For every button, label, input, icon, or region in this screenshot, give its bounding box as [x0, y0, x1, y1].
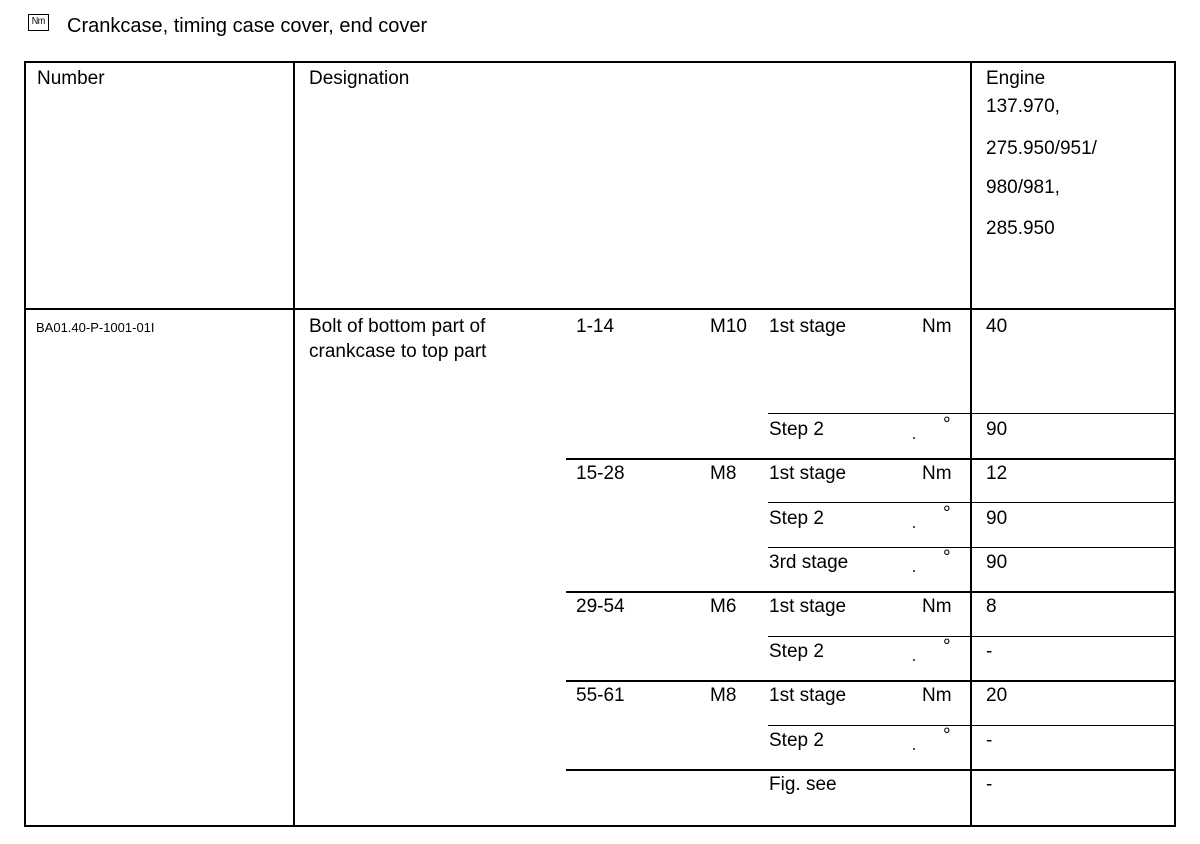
stage-label: 1st stage — [769, 316, 847, 337]
engine-model-line: 285.950 — [986, 218, 1055, 239]
stage-label: Step 2 — [769, 419, 824, 440]
torque-value: 90 — [986, 508, 1008, 529]
column-header-designation: Designation — [309, 68, 410, 89]
stage-label: 1st stage — [769, 463, 847, 484]
torque-table — [24, 61, 1176, 827]
group-divider — [566, 769, 1176, 771]
designation-line: crankcase to top part — [309, 341, 487, 362]
unit-label: Nm — [922, 596, 952, 617]
stage-label: Step 2 — [769, 508, 824, 529]
torque-value: - — [986, 730, 993, 751]
engine-model-line: 137.970, — [986, 96, 1060, 117]
stage-label: 1st stage — [769, 596, 847, 617]
divider-number-designation — [293, 61, 295, 827]
torque-value: - — [986, 641, 993, 662]
torque-value: 12 — [986, 463, 1008, 484]
header-row-divider — [24, 308, 1176, 310]
step-divider — [768, 413, 1176, 414]
dot-mark — [913, 659, 915, 661]
engine-model-line: 980/981, — [986, 177, 1060, 198]
torque-value: 20 — [986, 685, 1008, 706]
page-title: Crankcase, timing case cover, end cover — [67, 15, 428, 37]
thread-size: M8 — [710, 685, 737, 706]
group-divider — [566, 458, 1176, 460]
unit-label: ° — [943, 725, 951, 746]
dot-mark — [913, 570, 915, 572]
thread-size: M6 — [710, 596, 737, 617]
engine-model-line: 275.950/951/ — [986, 138, 1097, 159]
stage-label: Step 2 — [769, 641, 824, 662]
unit-label: ° — [943, 636, 951, 657]
group-divider — [566, 591, 1176, 593]
unit-label: Nm — [922, 685, 952, 706]
unit-label: ° — [943, 503, 951, 524]
stage-label: Step 2 — [769, 730, 824, 751]
bolt-range: 55-61 — [576, 685, 625, 706]
torque-value: 90 — [986, 419, 1008, 440]
torque-nm-icon: Nm — [28, 14, 49, 31]
divider-designation-engine — [970, 61, 972, 827]
document-number: BA01.40-P-1001-01I — [36, 320, 155, 335]
torque-value: 40 — [986, 316, 1008, 337]
dot-mark — [913, 748, 915, 750]
unit-label: ° — [943, 414, 951, 435]
thread-size: M8 — [710, 463, 737, 484]
dot-mark — [913, 526, 915, 528]
torque-value: 8 — [986, 596, 997, 617]
thread-size: M10 — [710, 316, 747, 337]
stage-label: 3rd stage — [769, 552, 849, 573]
column-header-engine: Engine — [986, 68, 1046, 89]
column-header-number: Number — [37, 68, 105, 89]
torque-value: 90 — [986, 552, 1008, 573]
dot-mark — [913, 437, 915, 439]
step-divider — [768, 547, 1176, 548]
step-divider — [768, 725, 1176, 726]
stage-label: Fig. see — [769, 774, 837, 795]
torque-value: - — [986, 774, 993, 795]
page-header — [28, 14, 427, 37]
bolt-range: 15-28 — [576, 463, 625, 484]
step-divider — [768, 636, 1176, 637]
designation-line: Bolt of bottom part of — [309, 316, 486, 337]
unit-label: ° — [943, 547, 951, 568]
bolt-range: 29-54 — [576, 596, 625, 617]
bolt-range: 1-14 — [576, 316, 615, 337]
unit-label: Nm — [922, 463, 952, 484]
step-divider — [768, 502, 1176, 503]
group-divider — [566, 680, 1176, 682]
stage-label: 1st stage — [769, 685, 847, 706]
unit-label: Nm — [922, 316, 952, 337]
